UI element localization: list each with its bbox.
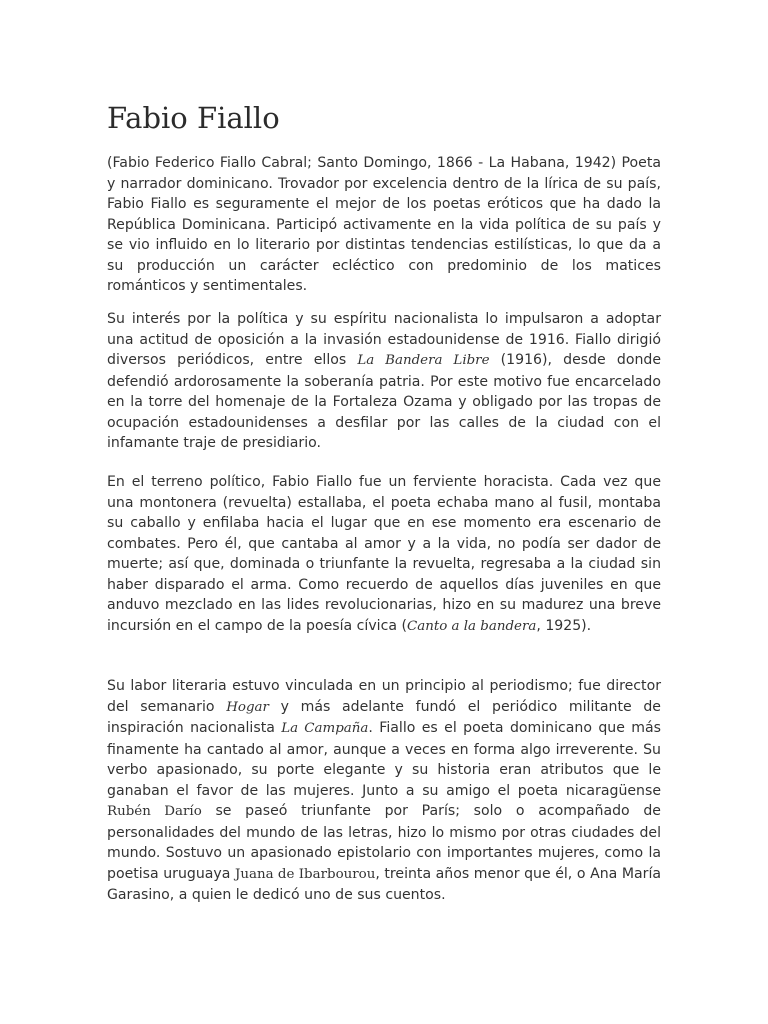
person-name: Rubén Darío — [107, 804, 202, 819]
paragraph-text: (1916), desde donde defendió ardorosamente la soberanía patria. Por este motivo fue encarcelado en la torre del homenaje de la Fortaleza Ozama y obligado por las tropas de ocupación estadounidenses a desfilar por las calles de la ciudad con el infamante traje de presidiario. — [107, 352, 662, 451]
paragraph-text: . Fiallo es el poeta dominicano que más finamente ha cantado al amor, aunque a veces en forma algo irreverente. Su verbo apasionado, su porte elegante y su historia eran atributos que le ganaban el favor de las mujeres. Junto a su amigo el poeta nicaragüense — [107, 720, 661, 799]
page-title: Fabio Fiallo — [107, 101, 280, 135]
paragraph-text: se paseó triunfante por París; solo o acompañado de personalidades del mundo de las letras, hizo lo mismo por otras ciudades del mundo. Sostuvo un apasionado epistolario con importantes mujeres, como la poetisa uruguaya — [107, 803, 661, 882]
paragraph-text: En el terreno político, Fabio Fiallo fue un ferviente horacista. Cada vez que una montonera (revuelta) estallaba, el poeta echaba mano al fusil, montaba su caballo y enfilaba hacia el lugar que en ese momento era escenario de combates. Pero él, que cantaba al amor y a la vida, no podía ser dador de muerte; así que, dominada o triunfante la revuelta, regresaba a la ciudad sin haber disparado el arma. Como recuerdo de aquellos días juveniles en que anduvo mezclado en las lides revolucionarias, hizo en su madurez una breve incursión en el campo de la poesía cívica ( — [107, 474, 661, 634]
paragraph-text: y más adelante fundó el periódico militante de inspiración nacionalista — [107, 698, 661, 736]
work-title: Canto a la bandera — [406, 618, 537, 634]
periodical-title: Hogar — [226, 699, 269, 715]
paragraph-text: Su labor literaria estuvo vinculada en un principio al periodismo; fue director del semanario — [107, 678, 661, 715]
paragraph-intro: (Fabio Federico Fiallo Cabral; Santo Domingo, 1866 - La Habana, 1942) Poeta y narrador dominicano. Trovador por excelencia dentro de la lírica de su país, Fabio Fiallo es seguramente el mejor de los poetas eróticos que ha dado la República Dominicana. Participó activamente en la vida política de su país y se vio influido en lo literario por distintas tendencias estilísticas, lo que da a su producción un carácter ecléctico con predominio de los matices románticos y sentimentales. — [107, 155, 661, 294]
person-name: Juana de Ibarbourou — [234, 866, 376, 882]
periodical-title: La Bandera Libre — [357, 353, 490, 368]
paragraph-text: , 1925). — [536, 617, 592, 634]
paragraph-literary — [107, 676, 661, 906]
paragraph-text: Su interés por la política y su espíritu nacionalista lo impulsaron a adoptar una actitud de oposición a la invasión estadounidense de 1916. Fiallo dirigió diversos periódicos, entre ellos — [107, 311, 661, 368]
paragraph-text: , treinta años menor que él, o Ana María Garasino, a quien le dedicó uno de sus cuentos. — [107, 865, 661, 903]
paragraph-horacista — [107, 472, 661, 637]
paragraph-politics — [107, 309, 661, 454]
periodical-title: La Campaña — [281, 721, 369, 736]
